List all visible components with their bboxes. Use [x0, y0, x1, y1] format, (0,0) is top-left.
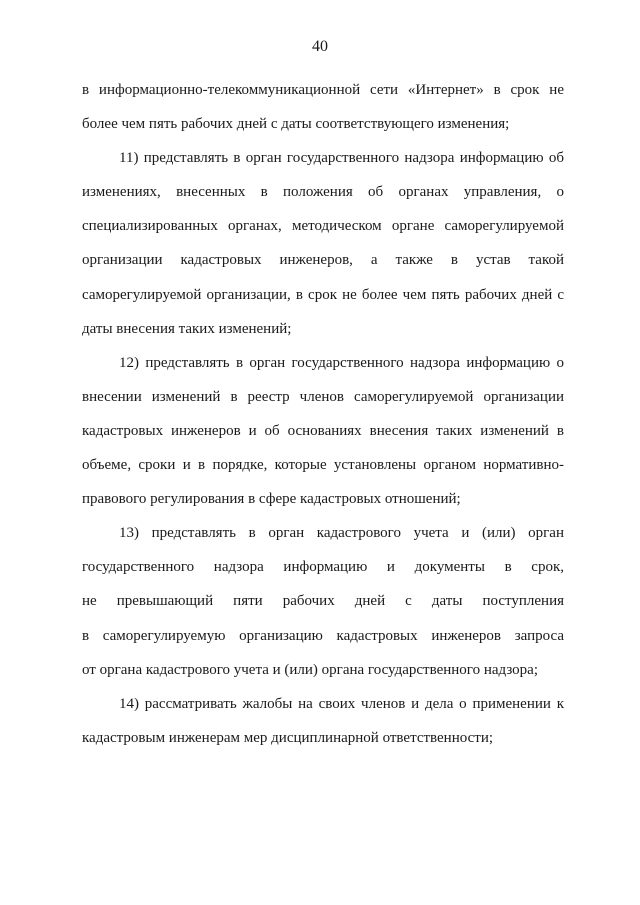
text-line: 11) представлять в орган государственного надзора информацию об [119, 150, 564, 167]
text-line: даты внесения таких изменений; [82, 320, 292, 337]
text-line: изменениях, внесенных в положения об органах управления, о [82, 184, 564, 201]
page-number: 40 [312, 38, 328, 55]
text-line: государственного надзора информацию и документы в срок, [82, 559, 564, 576]
text-line: 13) представлять в орган кадастрового учета и (или) орган [119, 525, 564, 542]
document-body [82, 73, 564, 755]
text-line: саморегулируемой организации, в срок не более чем пять рабочих дней с [82, 286, 564, 303]
text-line: специализированных органах, методическом органе саморегулируемой [82, 218, 564, 235]
text-line: 14) рассматривать жалобы на своих членов и дела о применении к [119, 695, 564, 712]
text-line: от органа кадастрового учета и (или) органа государственного надзора; [82, 661, 538, 678]
text-line: кадастровых инженеров и об основаниях внесения таких изменений в [82, 422, 564, 439]
text-line: объеме, сроки и в порядке, которые установлены органом нормативно- [82, 457, 564, 474]
text-line: кадастровым инженерам мер дисциплинарной ответственности; [82, 729, 494, 746]
text-line: в саморегулируемую организацию кадастровых инженеров запроса [82, 627, 564, 644]
text-line: организации кадастровых инженеров, а также в устав такой [82, 252, 564, 269]
text-line: в информационно-телекоммуникационной сети «Интернет» в срок не [82, 82, 564, 98]
text-line: внесении изменений в реестр членов саморегулируемой организации [82, 388, 564, 405]
text-line: правового регулирования в сфере кадастровых отношений; [82, 491, 461, 508]
text-line: не превышающий пяти рабочих дней с даты поступления [82, 593, 564, 610]
text-line: 12) представлять в орган государственного надзора информацию о [119, 354, 564, 371]
text-line: более чем пять рабочих дней с даты соответствующего изменения; [82, 116, 510, 133]
